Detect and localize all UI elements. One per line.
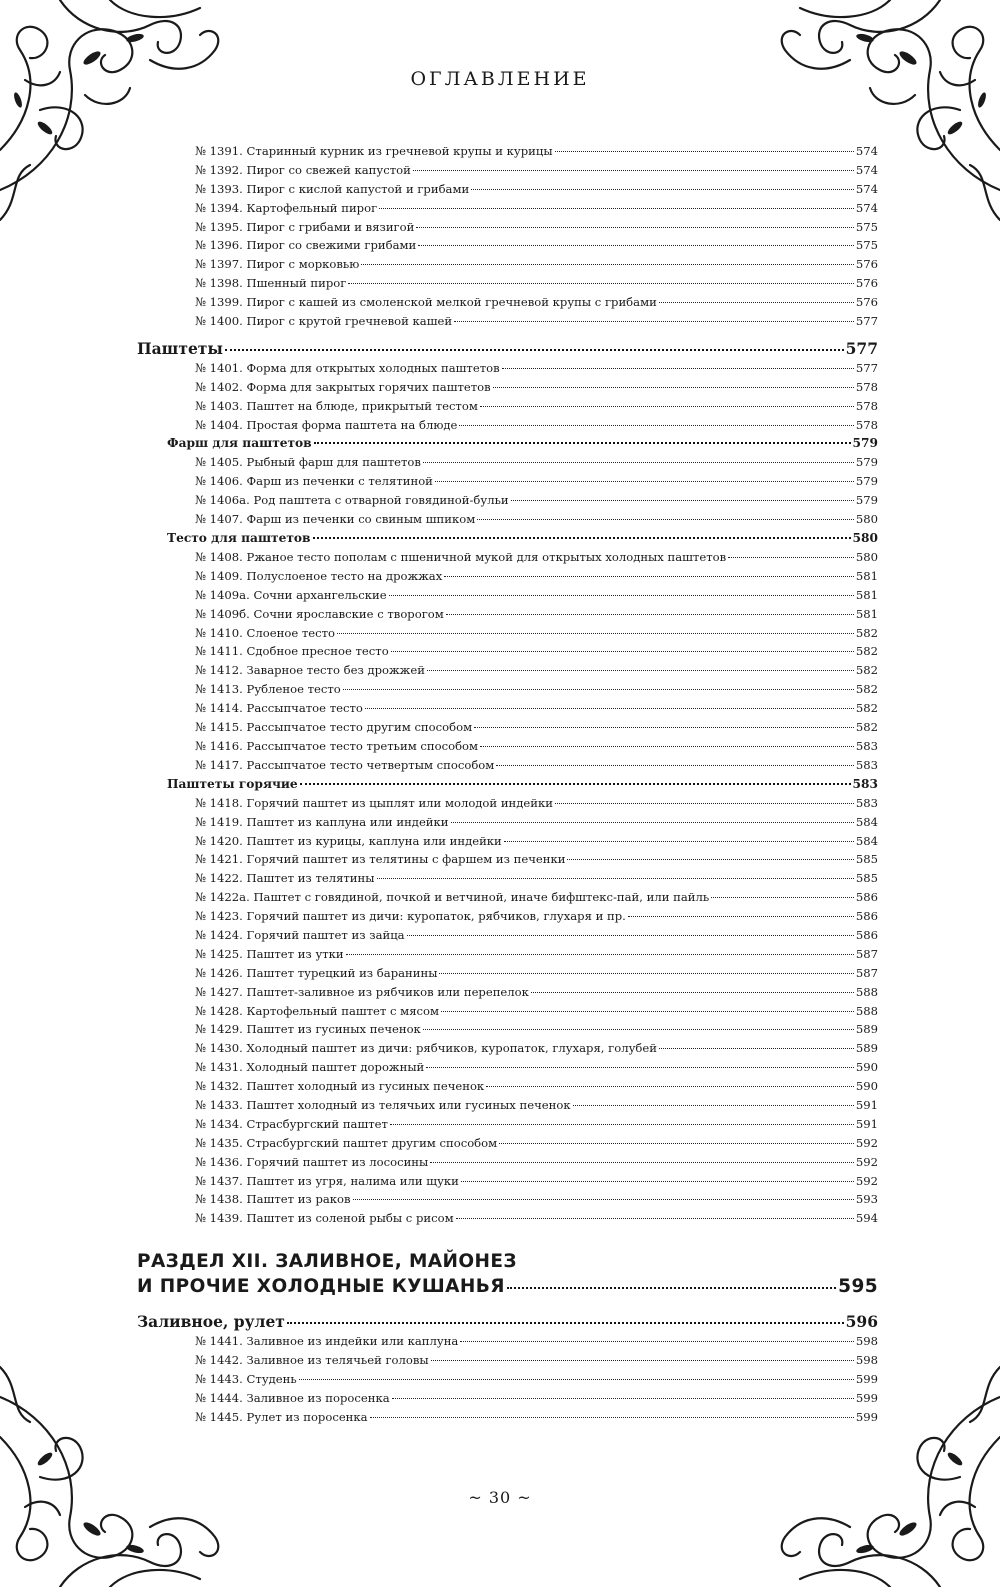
toc-entry-page: 598 — [855, 1334, 878, 1349]
toc-entry-page: 577 — [855, 360, 878, 375]
toc-entry[interactable] — [137, 607, 878, 626]
dot-leader — [507, 1287, 836, 1289]
toc-entry[interactable] — [137, 682, 878, 701]
toc-entry[interactable] — [137, 550, 878, 569]
toc-entry-title: № 1404. Простая форма паштета на блюде — [195, 417, 458, 432]
toc-entry[interactable] — [137, 1098, 878, 1117]
toc-subsection-farsh[interactable] — [137, 436, 878, 455]
dot-leader — [628, 916, 854, 917]
dot-leader — [711, 897, 854, 898]
toc-entry-title: № 1433. Паштет холодный из телячьих или гусиных печенок — [195, 1097, 571, 1112]
dot-leader — [361, 264, 854, 265]
toc-entry-title: № 1422а. Паштет с говядиной, почкой и ветчиной, иначе бифштекс-пай, или пайль — [195, 890, 710, 905]
toc-entry[interactable] — [137, 1136, 878, 1155]
dot-leader — [659, 1048, 854, 1049]
toc-entry-page: 582 — [855, 644, 878, 659]
toc-entry[interactable] — [137, 626, 878, 645]
toc-subsection-title: Паштеты горячие — [167, 776, 298, 791]
toc-entry-page: 582 — [855, 663, 878, 678]
toc-entry[interactable] — [137, 314, 878, 333]
toc-entry-title: № 1392. Пирог со свежей капустой — [195, 162, 411, 177]
toc-entry-title: № 1436. Горячий паштет из лососины — [195, 1154, 429, 1169]
toc-entry[interactable] — [137, 947, 878, 966]
toc-entry-title: № 1434. Страсбургский паштет — [195, 1116, 388, 1131]
toc-entry-title: № 1398. Пшенный пирог — [195, 276, 347, 291]
toc-entry-title: № 1427. Паштет-заливное из рябчиков или перепелок — [195, 984, 529, 999]
toc-entry[interactable] — [137, 182, 878, 201]
toc-entry-title: № 1412. Заварное тесто без дрожжей — [195, 663, 425, 678]
toc-entry-page: 581 — [855, 587, 878, 602]
toc-entry[interactable] — [137, 1117, 878, 1136]
toc-subsection-testo[interactable] — [137, 531, 878, 550]
toc-entry-title: № 1416. Рассыпчатое тесто третьим способом — [195, 738, 479, 753]
toc-subsection-page: 580 — [852, 531, 878, 546]
toc-entry[interactable] — [137, 871, 878, 890]
toc-entry-page: 583 — [855, 795, 878, 810]
toc-entry-page: 582 — [855, 625, 878, 640]
toc-entry-page: 574 — [855, 200, 878, 215]
toc-entry[interactable] — [137, 1334, 878, 1353]
toc-entry[interactable] — [137, 163, 878, 182]
toc-entry[interactable] — [137, 644, 878, 663]
toc-entry-title: № 1408. Ржаное тесто пополам с пшеничной мукой для открытых холодных паштетов — [195, 550, 727, 565]
toc-entry-title: № 1400. Пирог с крутой гречневой кашей — [195, 314, 453, 329]
toc-entry-title: № 1430. Холодный паштет из дичи: рябчиков, куропаток, глухаря, голубей — [195, 1041, 657, 1056]
toc-entry-title: № 1425. Паштет из утки — [195, 946, 344, 961]
toc-entry-title: № 1439. Паштет из соленой рыбы с рисом — [195, 1211, 454, 1226]
toc-entry-page: 582 — [855, 720, 878, 735]
dot-leader — [353, 1199, 854, 1200]
dot-leader — [555, 151, 854, 152]
toc-entry-title: № 1407. Фарш из печенки со свиным шпиком — [195, 512, 476, 527]
toc-entry[interactable] — [137, 815, 878, 834]
toc-entry-title: № 1443. Студень — [195, 1371, 297, 1386]
toc-entry-page: 588 — [855, 984, 878, 999]
toc-chapter-title-line2: И ПРОЧИЕ ХОЛОДНЫЕ КУШАНЬЯ — [137, 1276, 505, 1298]
dot-leader — [389, 595, 854, 596]
toc-entry-page: 580 — [855, 550, 878, 565]
toc-entry[interactable] — [137, 1060, 878, 1079]
dot-leader — [555, 803, 854, 804]
toc-entry-title: № 1435. Страсбургский паштет другим способом — [195, 1135, 498, 1150]
toc-entry-title: № 1423. Горячий паштет из дичи: куропаток, рябчиков, глухаря и пр. — [195, 909, 626, 924]
toc-chapter-page: 595 — [838, 1276, 878, 1298]
toc-entry-page: 590 — [855, 1060, 878, 1075]
dot-leader — [390, 1124, 854, 1125]
dot-leader — [474, 727, 854, 728]
toc-entry-page: 575 — [855, 219, 878, 234]
toc-entry-title: № 1399. Пирог с кашей из смоленской мелкой гречневой крупы с грибами — [195, 295, 657, 310]
toc-group-hot — [137, 796, 878, 1230]
dot-leader — [454, 321, 854, 322]
toc-entry[interactable] — [137, 852, 878, 871]
toc-entry-page: 588 — [855, 1003, 878, 1018]
toc-entry-page: 587 — [855, 965, 878, 980]
toc-entry-title: № 1406. Фарш из печенки с телятиной — [195, 474, 433, 489]
dot-leader — [511, 500, 854, 501]
toc-entry-page: 592 — [855, 1173, 878, 1188]
dot-leader — [407, 935, 854, 936]
toc-entry-page: 575 — [855, 238, 878, 253]
toc-entry-page: 589 — [855, 1041, 878, 1056]
toc-entry[interactable] — [137, 1174, 878, 1193]
dot-leader — [337, 633, 854, 634]
toc-entry-page: 598 — [855, 1353, 878, 1368]
dot-leader — [365, 708, 854, 709]
toc-subsection-hot[interactable] — [137, 777, 878, 796]
dot-leader — [471, 189, 854, 190]
toc-section-pates[interactable] — [137, 339, 878, 361]
toc-entry[interactable] — [137, 455, 878, 474]
toc-group-testo — [137, 550, 878, 777]
toc-entry-page: 587 — [855, 946, 878, 961]
dot-leader — [287, 1322, 844, 1324]
dot-leader — [728, 557, 854, 558]
toc-subsection-page: 579 — [852, 436, 878, 451]
toc-entry-title: № 1391. Старинный курник из гречневой крупы и курицы — [195, 144, 553, 158]
toc-entry[interactable] — [137, 834, 878, 853]
toc-entry[interactable] — [137, 1372, 878, 1391]
toc-entry-title: № 1418. Горячий паштет из цыплят или молодой индейки — [195, 795, 553, 810]
toc-entry-title: № 1415. Рассыпчатое тесто другим способом — [195, 720, 473, 735]
toc-entry[interactable] — [137, 890, 878, 909]
toc-entry[interactable] — [137, 588, 878, 607]
dot-leader — [451, 822, 854, 823]
toc-subsection-title: Фарш для паштетов — [167, 436, 312, 451]
dot-leader — [444, 576, 854, 577]
toc-entry-page: 581 — [855, 568, 878, 583]
toc-group-farsh — [137, 455, 878, 531]
toc-entry-title: № 1406а. Род паштета с отварной говядиной-бульи — [195, 493, 509, 508]
toc-entry-title: № 1437. Паштет из угря, налима или щуки — [195, 1173, 459, 1188]
dot-leader — [499, 1143, 854, 1144]
dot-leader — [477, 519, 854, 520]
dot-leader — [435, 481, 854, 482]
dot-leader — [567, 859, 853, 860]
toc-entry-title: № 1393. Пирог с кислой капустой и грибами — [195, 181, 470, 196]
toc-entry[interactable] — [137, 1211, 878, 1230]
toc-entry-page: 591 — [855, 1116, 878, 1131]
dot-leader — [430, 1162, 854, 1163]
toc-entry-title: № 1445. Рулет из поросенка — [195, 1409, 368, 1424]
toc-entry-title: № 1395. Пирог с грибами и вязигой — [195, 219, 415, 234]
toc-group-aspic — [137, 1334, 878, 1428]
toc-entry-title: № 1420. Паштет из курицы, каплуна или индейки — [195, 833, 502, 848]
dot-leader — [423, 1029, 854, 1030]
dot-leader — [446, 614, 854, 615]
toc-entry-page: 599 — [855, 1390, 878, 1405]
toc-entry[interactable] — [137, 1192, 878, 1211]
dot-leader — [439, 973, 853, 974]
dot-leader — [456, 1218, 854, 1219]
toc-entry-title: № 1405. Рыбный фарш для паштетов — [195, 455, 421, 470]
dot-leader — [426, 1067, 854, 1068]
dot-leader — [416, 227, 854, 228]
toc-entry-title: № 1413. Рубленое тесто — [195, 682, 341, 697]
dot-leader — [343, 689, 854, 690]
dot-leader — [418, 245, 854, 246]
toc-entry-page: 591 — [855, 1097, 878, 1112]
toc-entry-title: № 1419. Паштет из каплуна или индейки — [195, 814, 449, 829]
toc-entry[interactable] — [137, 909, 878, 928]
toc-entry[interactable] — [137, 512, 878, 531]
toc-entry[interactable] — [137, 380, 878, 399]
toc-entry-title: № 1422. Паштет из телятины — [195, 871, 375, 886]
dot-leader — [531, 992, 854, 993]
toc-entry-title: № 1438. Паштет из раков — [195, 1192, 351, 1207]
toc-entry-page: 574 — [855, 144, 878, 158]
toc-entry-page: 582 — [855, 682, 878, 697]
toc-entry[interactable] — [137, 1041, 878, 1060]
page-number: ~ 30 ~ — [468, 1488, 532, 1507]
toc-entry[interactable] — [137, 758, 878, 777]
toc-entry[interactable] — [137, 1391, 878, 1410]
toc-entry-title: № 1394. Картофельный пирог — [195, 200, 378, 215]
toc-entry[interactable] — [137, 796, 878, 815]
toc-entry[interactable] — [137, 663, 878, 682]
toc-entry-page: 579 — [855, 455, 878, 470]
toc-subsection-title: Тесто для паштетов — [167, 531, 311, 546]
dot-leader — [379, 208, 854, 209]
dot-leader — [504, 841, 854, 842]
page-header-title: ОГЛАВЛЕНИЕ — [410, 68, 590, 90]
toc-section-title: Паштеты — [137, 338, 223, 358]
toc-entry-title: № 1429. Паштет из гусиных печенок — [195, 1022, 421, 1037]
toc-entry-title: № 1442. Заливное из телячьей головы — [195, 1353, 429, 1368]
toc-entry-title: № 1409. Полуслоеное тесто на дрожжах — [195, 568, 443, 583]
dot-leader — [573, 1105, 854, 1106]
toc-entry-page: 590 — [855, 1079, 878, 1094]
toc-entry-page: 586 — [855, 927, 878, 942]
toc-entry-title: № 1417. Рассыпчатое тесто четвертым способом — [195, 757, 495, 772]
toc-entry-page: 574 — [855, 162, 878, 177]
dot-leader — [480, 406, 854, 407]
toc-entry-page: 599 — [855, 1371, 878, 1386]
dot-leader — [392, 1398, 854, 1399]
toc-entry[interactable] — [137, 1004, 878, 1023]
dot-leader — [299, 1379, 854, 1380]
toc-entry-page: 577 — [855, 314, 878, 329]
toc-entry-title: № 1409а. Сочни архангельские — [195, 587, 387, 602]
toc-entry-page: 583 — [855, 757, 878, 772]
toc-group-pates — [137, 361, 878, 437]
toc-entry-page: 579 — [855, 493, 878, 508]
toc-entry[interactable] — [137, 276, 878, 295]
toc-entry[interactable] — [137, 361, 878, 380]
toc-section-page: 596 — [845, 1312, 878, 1332]
toc-entry-title: № 1402. Форма для закрытых горячих паштетов — [195, 379, 491, 394]
toc-entry[interactable] — [137, 1022, 878, 1041]
toc-entry[interactable] — [137, 238, 878, 257]
dot-leader — [314, 442, 851, 444]
toc-entry-page: 578 — [855, 379, 878, 394]
toc-entry-page: 574 — [855, 181, 878, 196]
toc-entry-page: 576 — [855, 276, 878, 291]
dot-leader — [377, 878, 854, 879]
toc-entry[interactable] — [137, 1079, 878, 1098]
dot-leader — [423, 462, 854, 463]
dot-leader — [486, 1086, 854, 1087]
toc-entry-title: № 1409б. Сочни ярославские с творогом — [195, 606, 444, 621]
toc-entry-page: 578 — [855, 417, 878, 432]
toc-entry[interactable] — [137, 1410, 878, 1429]
toc-entry-title: № 1444. Заливное из поросенка — [195, 1390, 390, 1405]
dot-leader — [431, 1360, 854, 1361]
toc-entry-page: 580 — [855, 512, 878, 527]
dot-leader — [313, 537, 851, 539]
dot-leader — [493, 387, 854, 388]
toc-entry[interactable] — [137, 928, 878, 947]
dot-leader — [225, 349, 844, 351]
toc-entry-title: № 1414. Рассыпчатое тесто — [195, 701, 363, 716]
toc-entry-page: 582 — [855, 701, 878, 716]
toc-entry-title: № 1411. Сдобное пресное тесто — [195, 644, 389, 659]
toc-entry-title: № 1403. Паштет на блюде, прикрытый тестом — [195, 398, 478, 413]
toc-entry-title: № 1401. Форма для открытых холодных паштетов — [195, 360, 500, 375]
toc-entry-title: № 1441. Заливное из индейки или каплуна — [195, 1334, 459, 1349]
toc-entry-page: 579 — [855, 474, 878, 489]
toc-entry[interactable] — [137, 1155, 878, 1174]
dot-leader — [461, 1181, 854, 1182]
toc-entry-page: 589 — [855, 1022, 878, 1037]
toc-entry[interactable] — [137, 966, 878, 985]
toc-entry-page: 592 — [855, 1154, 878, 1169]
toc-subsection-page: 583 — [852, 776, 878, 791]
toc-entry[interactable] — [137, 720, 878, 739]
toc-group-pies — [137, 144, 878, 333]
toc-section-title: Заливное, рулет — [137, 1312, 285, 1332]
toc-entry[interactable] — [137, 493, 878, 512]
toc-entry-page: 578 — [855, 398, 878, 413]
toc-entry-page: 584 — [855, 814, 878, 829]
toc-entry-title: № 1428. Картофельный паштет с мясом — [195, 1003, 440, 1018]
dot-leader — [659, 302, 854, 303]
dot-leader — [427, 670, 854, 671]
toc-entry[interactable] — [137, 144, 878, 163]
dot-leader — [300, 783, 851, 785]
toc-entry[interactable] — [137, 985, 878, 1004]
dot-leader — [459, 425, 853, 426]
toc-chapter-title-line1: РАЗДЕЛ XII. ЗАЛИВНОЕ, МАЙОНЕЗ — [137, 1251, 517, 1273]
toc-entry-title: № 1424. Горячий паштет из зайца — [195, 927, 405, 942]
toc-section-page: 577 — [845, 338, 878, 358]
toc-entry[interactable] — [137, 399, 878, 418]
toc-entry-page: 576 — [855, 257, 878, 272]
toc-entry-page: 584 — [855, 833, 878, 848]
toc-entry-page: 586 — [855, 909, 878, 924]
dot-leader — [413, 170, 854, 171]
toc-entry-title: № 1421. Горячий паштет из телятины с фаршем из печенки — [195, 852, 566, 867]
toc-entry-title: № 1426. Паштет турецкий из баранины — [195, 965, 438, 980]
toc-entry-page: 585 — [855, 852, 878, 867]
toc-entry[interactable] — [137, 569, 878, 588]
toc-entry-page: 576 — [855, 295, 878, 310]
dot-leader — [391, 651, 854, 652]
toc-entry-title: № 1396. Пирог со свежими грибами — [195, 238, 417, 253]
toc-chapter[interactable] — [137, 1248, 878, 1304]
toc-entry[interactable] — [137, 474, 878, 493]
toc-entry-title: № 1431. Холодный паштет дорожный — [195, 1060, 425, 1075]
dot-leader — [370, 1417, 854, 1418]
toc-entry[interactable] — [137, 220, 878, 239]
toc-section-aspic[interactable] — [137, 1312, 878, 1334]
toc-entry-page: 583 — [855, 738, 878, 753]
dot-leader — [348, 283, 854, 284]
toc-entry[interactable] — [137, 701, 878, 720]
table-of-contents — [137, 144, 878, 1429]
toc-entry-page: 594 — [855, 1211, 878, 1226]
dot-leader — [502, 368, 854, 369]
toc-entry[interactable] — [137, 257, 878, 276]
toc-entry[interactable] — [137, 418, 878, 437]
toc-entry-title: № 1432. Паштет холодный из гусиных печенок — [195, 1079, 485, 1094]
dot-leader — [496, 765, 854, 766]
dot-leader — [460, 1341, 854, 1342]
toc-entry[interactable] — [137, 295, 878, 314]
dot-leader — [441, 1011, 854, 1012]
toc-entry-page: 599 — [855, 1409, 878, 1424]
toc-entry-page: 586 — [855, 890, 878, 905]
toc-entry[interactable] — [137, 739, 878, 758]
toc-entry-page: 593 — [855, 1192, 878, 1207]
toc-entry[interactable] — [137, 1353, 878, 1372]
toc-entry-title: № 1410. Слоеное тесто — [195, 625, 336, 640]
toc-entry-page: 585 — [855, 871, 878, 886]
toc-entry-page: 592 — [855, 1135, 878, 1150]
toc-entry-page: 581 — [855, 606, 878, 621]
toc-entry[interactable] — [137, 201, 878, 220]
dot-leader — [480, 746, 854, 747]
toc-entry-title: № 1397. Пирог с морковью — [195, 257, 360, 272]
dot-leader — [346, 954, 854, 955]
